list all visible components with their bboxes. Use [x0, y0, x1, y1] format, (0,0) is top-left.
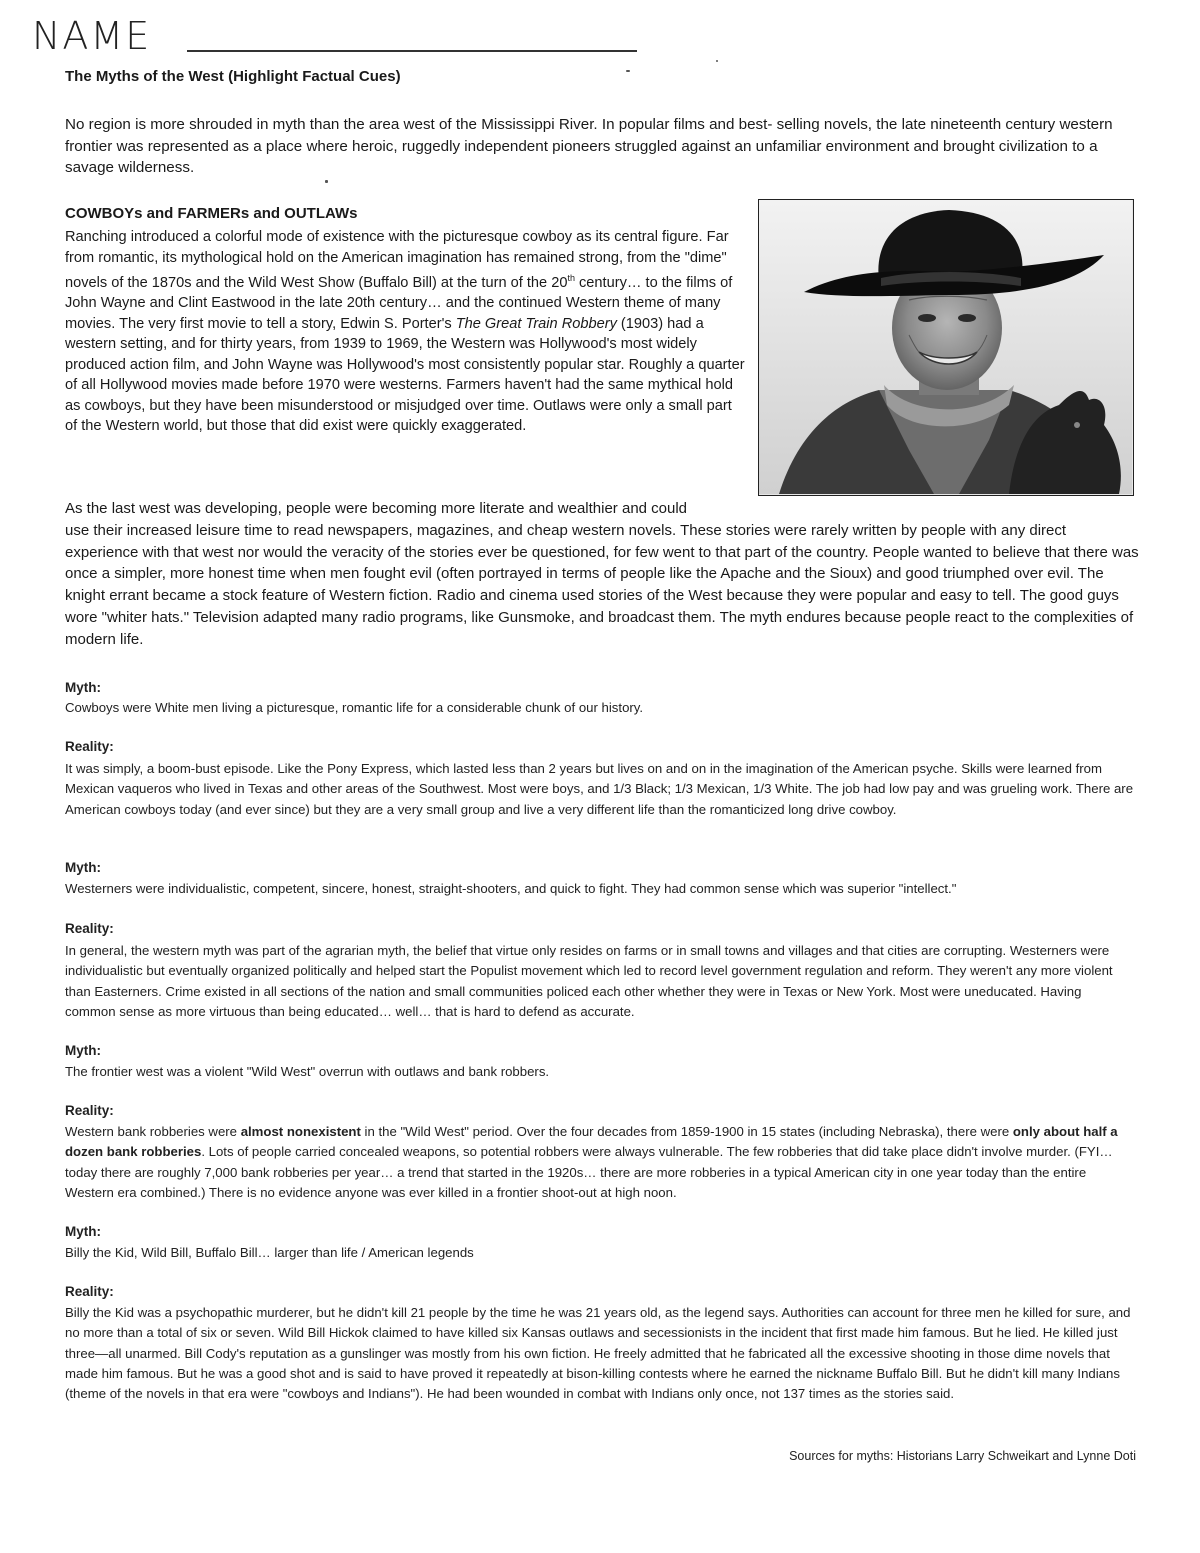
- scan-speck: [325, 180, 328, 183]
- section-text-2: century… to the films of John Wayne and Clint Eastwood in the late 20th century… and the continued Western theme of many movies. The very first movie to tell a story, Edwin S. Porter's: [65, 274, 733, 332]
- intro-paragraph: No region is more shrouded in myth than the area west of the Mississippi River. In popular films and best- selling novels, the late nineteenth century western frontier was represented as a place where heroic, ruggedly independent pioneers struggled against an unfamiliar environment and brought civilization to a savage wilderness.: [65, 116, 1113, 176]
- scan-speck: [716, 60, 718, 62]
- page-title: [65, 68, 401, 85]
- name-label: NAME: [32, 14, 152, 58]
- cowboy-photo-illustration: [759, 200, 1132, 494]
- myth-3-text: The frontier west was a violent "Wild West" overrun with outlaws and bank robbers.: [65, 1064, 550, 1079]
- section-paragraph: [65, 227, 745, 437]
- title-highlight: Highlight Factual Cues: [233, 68, 396, 85]
- title-suffix: ): [395, 68, 401, 85]
- section-text-1: Ranching introduced a colorful mode of existence with the picturesque cowboy as its central figure. Far from romantic, its mythological hold on the American imagination has remained strong, from the "dime" novels of the 1870s and the Wild West Show (Buffalo Bill) at the turn of the: [65, 229, 729, 291]
- cowboy-photo: [758, 199, 1134, 496]
- reality-3-text: [65, 1122, 1135, 1203]
- sources-note: Sources for myths: Historians Larry Schweikart and Lynne Doti: [789, 1449, 1136, 1463]
- myth-4-label: Myth:: [65, 1224, 101, 1239]
- reality-4-text: Billy the Kid was a psychopathic murderer, but he didn't kill 21 people by the time he was 21 years old, as the legend says. Authorities can account for three men he killed for sure, and no more than a total of six or seven. Wild Bill Hickok claimed to have killed six Kansas outlaws and secessionists in the incident that first made him famous. But he lied. He killed just three—all unarmed. Bill Cody's reputation as a gunslinger was mostly from his own fiction. He freely admitted that he fabricated all the excessive shooting in those dime novels that made him famous. But he was a good shot and is said to have proved it repeatedly at bison-killing contests where he earned the nickname Buffalo Bill. But he didn't kill many Indians (theme of the novels in that era were "cowboys and Indians"). He had been wounded in combat with Indians only once, not 137 times as the stories said.: [65, 1305, 1131, 1402]
- reality-2-text: In general, the western myth was part of the agrarian myth, the belief that virtue only resides on farms or in small towns and villages and that cities are corrupting. Westerners were individualistic but eventually organized politically and helped start the Populist movement which led to record level government regulation and reform. They weren't any more violent than Easterners. Crime existed in all sections of the nation and small communities policed each other whether they were in Texas or New York. Most were uneducated. Having common sense as more virtuous than being educated… well… that is hard to defend as accurate.: [65, 943, 1113, 1019]
- reality-1-text: It was simply, a boom-bust episode. Like the Pony Express, which lasted less than 2 years but lives on and on in the imagination of the American psyche. Skills were learned from Mexican vaqueros who lived in Texas and other areas of the Southwest. Most were boys, and 1/3 Black; 1/3 Mexican, 1/3 White. The job had low pay and was grueling work. There are American cowboys today (and ever since) but they are a very small group and live a very different life than the romanticized long drive cowboy.: [65, 761, 1134, 817]
- name-field: [32, 14, 652, 64]
- myth-1-label: Myth:: [65, 680, 101, 695]
- reality-3-part-c: in the "Wild West" period. Over the four decades from 1859-1900 in 15 states (including Nebraska), there were: [360, 1124, 1013, 1139]
- myth-3-label: Myth:: [65, 1043, 101, 1058]
- reality-3-label: Reality:: [65, 1103, 114, 1118]
- scan-speck: [626, 70, 630, 72]
- reality-1-label: Reality:: [65, 739, 114, 754]
- reality-2-label: Reality:: [65, 921, 114, 936]
- paragraph-2: use their increased leisure time to read newspapers, magazines, and cheap western novels. These stories were rarely written by people with any direct experience with that west nor would the veracity of the stories ever be questioned, for few went to that part of the country. People wanted to believe that there was once a simpler, more honest time when men fought evil (often portrayed in terms of people like the Apache and the Sioux) and good triumphed over evil. The knight errant became a stock feature of Western fiction. Radio and cinema used stories of the West because they were popular and easy to tell. The good guys wore "whiter hats." Television adapted many radio programs, like Gunsmoke, and broadcast them. The myth endures because people react to the complexities of modern life.: [65, 522, 1139, 648]
- reality-3-part-e: . Lots of people carried concealed weapons, so potential robbers were always vulnerable. The few robberies that did take place didn't involve murder. (FYI…today there are roughly 7,000 bank robberies per year… a trend that started in the 1920s… there are more robberies in a typical American city in one year today than the entire Western era combined.) There is no evidence anyone was ever killed in a frontier shoot-out at high noon.: [65, 1144, 1113, 1200]
- section-heading: COWBOYs and FARMERs and OUTLAWs: [65, 205, 358, 222]
- ordinal-number: 20: [551, 274, 568, 291]
- myth-4-text: Billy the Kid, Wild Bill, Buffalo Bill… larger than life / American legends: [65, 1245, 474, 1260]
- myth-2-text: Westerners were individualistic, competent, sincere, honest, straight-shooters, and quick to fight. They had common sense which was superior "intellect.": [65, 881, 957, 896]
- section-text-3: (1903) had a western setting, and for thirty years, from 1939 to 1969, the Western was Hollywood's most widely produced action film, and John Wayne was Hollywood's most consistently popular star. Roughly a quarter of all Hollywood movies made before 1970 were westerns. Farmers haven't had the same mythical hold as cowboys, but they have been misunderstood or misjudged over time. Outlaws were only a small part of the Western world, but those that did exist were quickly exaggerated.: [65, 315, 745, 435]
- reality-3-cue-1: almost nonexistent: [240, 1124, 361, 1139]
- reality-3-cue-2: only about half a dozen bank robberies: [65, 1124, 1118, 1160]
- myth-1-text: Cowboys were White men living a picturesque, romantic life for a considerable chunk of our history.: [65, 700, 644, 715]
- title-prefix: The Myths of the West (: [65, 68, 234, 85]
- film-title: The Great Train Robbery: [455, 315, 617, 332]
- name-blank-line: [187, 50, 637, 52]
- myth-2-label: Myth:: [65, 860, 101, 875]
- reality-4-label: Reality:: [65, 1284, 114, 1299]
- paragraph-2-line-1: As the last west was developing, people were becoming more literate and wealthier and could: [65, 500, 688, 517]
- reality-3-part-a: Western bank robberies were: [65, 1124, 241, 1139]
- ordinal-suffix: th: [567, 273, 575, 283]
